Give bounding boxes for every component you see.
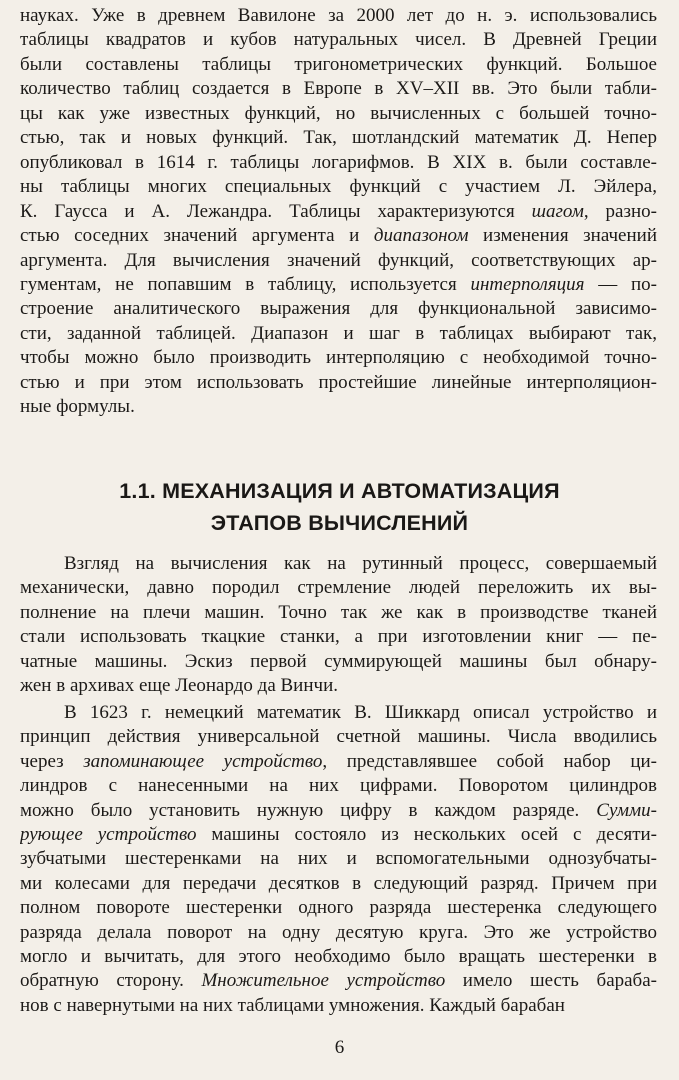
text-line: стью и при этом использовать простейшие линейные интерполяцион- [20,371,657,393]
italic-term: рующее устройство [20,824,197,845]
text-line: Взгляд на вычисления как на рутинный процесс, совершаемый [64,553,657,574]
text-segment: обратную сторону. [20,970,202,992]
text-segment: можно было установить нужную цифру в каждом разряде. [20,799,597,821]
text-line [20,969,657,993]
text-line: аргумента. Для вычисления значений функций, соответствующих ар- [20,249,657,271]
italic-term: интерполяция [470,273,585,295]
text-line: зубчатыми шестеренками на них и вспомогательными однозубчаты- [20,848,657,870]
text-line: чтобы можно было производить интерполяцию с необходимой точно- [20,347,657,369]
text-segment: стью соседних значений аргумента и [20,225,374,247]
text-line: таблицы квадратов и кубов натуральных чисел. В Древней Греции [20,29,657,51]
text-line: ные формулы. [20,396,135,418]
text-line: полнение на плечи машин. Точно так же как в производстве тканей [20,601,657,623]
text-line [20,200,657,224]
text-line: ны таблицы многих специальных функций с участием Л. Эйлера, [20,176,657,198]
text-line: принцип действия универсальной счетной машины. Числа вводились [20,726,657,748]
text-line [20,750,657,774]
text-line: опубликовал в 1614 г. таблицы логарифмов. В XIX в. были составле- [20,151,657,173]
text-segment: изменения значений [468,225,657,247]
text-line [20,224,657,248]
italic-term: Сумми- [596,799,657,821]
text-segment: машины состояло из нескольких осей с десяти- [196,824,657,845]
text-segment: — по- [584,273,657,295]
text-line: полном повороте шестеренки одного разряда шестеренка следующего [20,897,657,919]
text-line: строение аналитического выражения для функциональной зависимо- [20,298,657,320]
text-segment: , разно- [583,200,657,222]
text-line: разряда делала поворот на одну десятую круга. Это же устройство [20,921,657,943]
text-line [20,273,657,297]
text-line: чатные машины. Эскиз первой суммирующей машины был обнару- [20,650,657,672]
text-line: сти, заданной таблицей. Диапазон и шаг в таблицах выбирают так, [20,322,657,344]
text-segment: гументам, не попавшим в таблицу, используется [20,273,471,295]
italic-term: запоминающее устройство [83,750,323,772]
text-segment: К. Гаусса и А. Лежандра. Таблицы характеризуются [20,200,532,222]
text-segment: имело шесть бараба- [445,970,657,992]
text-line: линдров с нанесенными на них цифрами. Поворотом цилиндров [20,775,657,797]
page-number: 6 [334,1037,345,1058]
text-line: ми колесами для передачи десятков в следующий разряд. Причем при [20,872,657,894]
italic-term: диапазоном [373,225,469,247]
italic-term: Множительное устройство [201,970,446,992]
text-line: жен в архивах еще Леонардо да Винчи. [20,675,338,696]
section-heading-line-1: 1.1. МЕХАНИЗАЦИЯ И АВТОМАТИЗАЦИЯ [119,479,560,503]
text-line: количество таблиц создается в Европе в XV–XII вв. Это были табли- [20,78,657,100]
text-line: нов с навернутыми на них таблицами умножения. Каждый барабан [20,994,565,1016]
text-line: науках. Уже в древнем Вавилоне за 2000 лет до н. э. использовались [20,5,657,26]
text-segment: через [20,750,84,772]
text-line [20,823,657,847]
text-line: механически, давно породил стремление людей переложить их вы- [20,577,657,599]
text-line: В 1623 г. немецкий математик В. Шиккард описал устройство и [64,702,657,723]
text-line: цы как уже известных функций, но вычисленных с большей точно- [20,102,657,124]
section-heading-line-2: ЭТАПОВ ВЫЧИСЛЕНИЙ [210,511,469,535]
text-segment: , представлявшее собой набор ци- [322,750,657,772]
text-line: стали использовать ткацкие станки, а при изготовлении книг — пе- [20,626,657,648]
text-line: стью, так и новых функций. Так, шотландский математик Д. Непер [20,127,657,149]
text-line [20,799,657,823]
text-line: были составлены таблицы тригонометрических функций. Большое [20,53,657,75]
text-line: могло и вычитать, для этого необходимо было вращать шестеренки в [20,946,657,967]
italic-term: шагом [531,200,584,222]
